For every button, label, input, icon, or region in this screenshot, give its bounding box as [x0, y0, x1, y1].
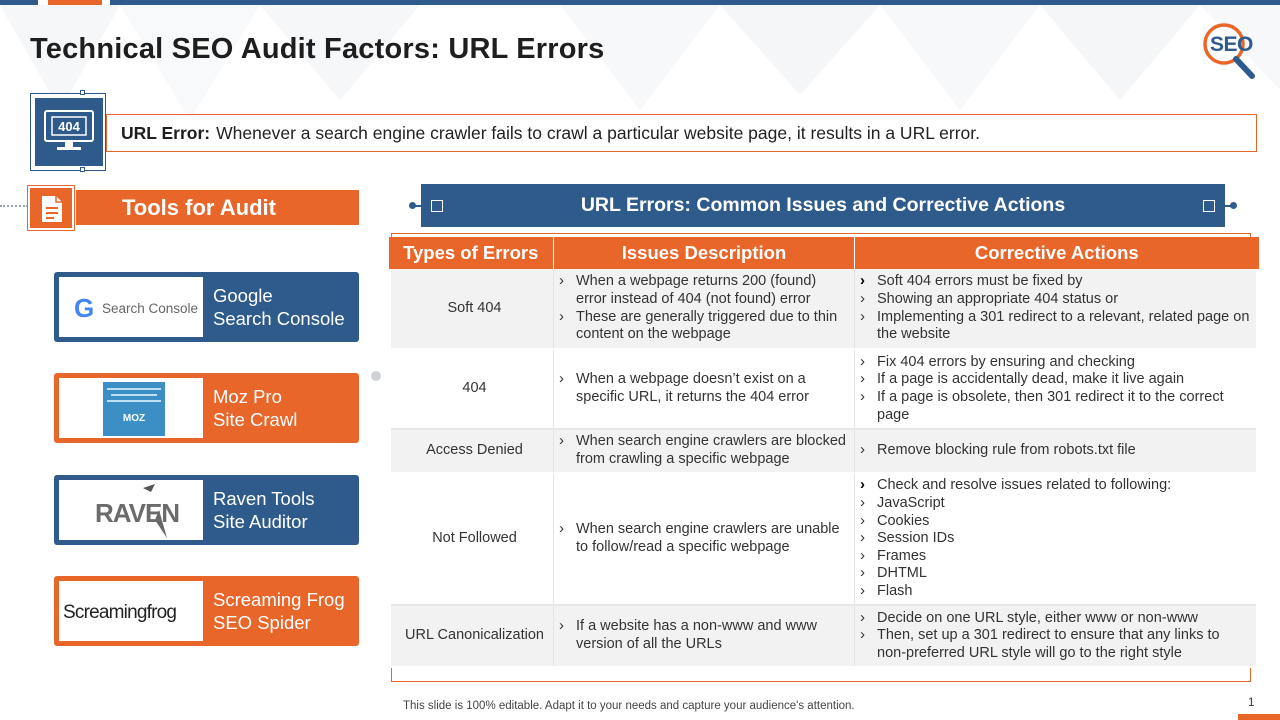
action-item: › If a page is accidentally dead, make it live again	[855, 371, 1256, 389]
table-row	[389, 349, 1259, 429]
tool-name-line2: SEO Spider	[213, 612, 311, 633]
issue-item: › When a webpage returns 200 (found) error instead of 404 (not found) error	[554, 273, 854, 308]
top-bar	[0, 0, 1280, 5]
table-banner	[421, 184, 1225, 227]
issue-item: › When a webpage doesn’t exist on a specific URL, it returns the 404 error	[554, 371, 854, 406]
banner-square-icon	[431, 200, 443, 212]
issue-item: › If a website has a non-www and www version of all the URLs	[554, 618, 854, 653]
tool-name-line2: Site Auditor	[213, 511, 308, 532]
url-errors-table	[386, 237, 1261, 668]
column-header: Corrective Actions	[855, 237, 1259, 269]
magnifier-icon	[1198, 20, 1270, 82]
tool-name	[213, 284, 345, 330]
divider-dot	[371, 371, 381, 381]
table-row	[389, 473, 1259, 605]
banner-dot	[1230, 202, 1237, 209]
table-row	[389, 429, 1259, 473]
seo-logo-text: SEO	[1210, 33, 1253, 56]
definition-text: Whenever a search engine crawler fails to crawl a particular website page, it results in a URL error.	[216, 122, 980, 143]
action-item: › Frames	[855, 548, 1256, 566]
tool-name-line2: Search Console	[213, 308, 345, 329]
top-bar-gap	[102, 0, 110, 5]
tool-name-line1: Moz Pro	[213, 386, 282, 407]
action-item: › Session IDs	[855, 530, 1256, 548]
action-item: › Remove blocking rule from robots.txt file	[855, 442, 1256, 460]
actions-cell	[855, 429, 1259, 473]
moz-logo-text: MOZ	[122, 413, 146, 424]
google-logo-text: Search Console	[102, 301, 199, 316]
frame-handle	[80, 167, 85, 172]
action-item: › Implementing a 301 redirect to a relevant, related page on the website	[855, 309, 1256, 344]
raven-logo-text: RAVEN	[95, 498, 180, 528]
error-type: Access Denied	[389, 429, 554, 473]
table-banner-title: URL Errors: Common Issues and Corrective Actions	[580, 194, 1066, 216]
action-item: › Decide on one URL style, either www or non-www	[855, 610, 1256, 628]
error-type: Not Followed	[389, 473, 554, 605]
issues-cell	[554, 269, 855, 349]
issue-item: › When search engine crawlers are blocked from crawling a specific webpage	[554, 433, 854, 468]
page-title: Technical SEO Audit Factors: URL Errors	[30, 33, 605, 65]
action-item: › Fix 404 errors by ensuring and checking	[855, 354, 1256, 372]
tool-name-line1: Google	[213, 285, 273, 306]
actions-cell	[855, 605, 1259, 667]
actions-cell	[855, 473, 1259, 605]
tool-name	[213, 588, 345, 634]
monitor-404-text: 404	[58, 119, 80, 134]
action-item: › Showing an appropriate 404 status or	[855, 291, 1256, 309]
action-item: › Soft 404 errors must be fixed by	[855, 273, 1256, 291]
error-type: Soft 404	[389, 269, 554, 349]
action-item: › JavaScript	[855, 495, 1256, 513]
tool-name	[213, 385, 297, 431]
footer-note: This slide is 100% editable. Adapt it to your needs and capture your audience's attention.	[403, 700, 855, 712]
tool-name-line1: Raven Tools	[213, 488, 315, 509]
moz-pro-logo	[59, 378, 203, 438]
action-item: › Check and resolve issues related to following:	[855, 477, 1256, 495]
banner-square-icon	[1203, 200, 1215, 212]
action-item: › Cookies	[855, 513, 1256, 531]
screaming-frog-logo-text: Screamingfrog	[63, 602, 177, 623]
definition-term: URL Error:	[121, 122, 211, 143]
monitor-404-icon	[35, 98, 103, 166]
google-search-console-logo	[59, 277, 203, 337]
document-tools-icon	[28, 186, 74, 230]
page-accent	[1238, 714, 1280, 720]
actions-cell	[855, 349, 1259, 429]
frame-handle	[80, 90, 85, 95]
definition-bar	[106, 114, 1257, 152]
issues-cell	[554, 605, 855, 667]
action-item: › Flash	[855, 583, 1256, 601]
tool-card-google-search-console[interactable]	[54, 272, 359, 342]
column-header: Types of Errors	[389, 237, 554, 269]
tool-name-line1: Screaming Frog	[213, 589, 345, 610]
tool-card-moz-pro[interactable]	[54, 373, 359, 443]
issues-cell	[554, 349, 855, 429]
column-header: Issues Description	[554, 237, 855, 269]
page-number: 1	[1248, 697, 1255, 709]
tool-card-raven-tools[interactable]	[54, 475, 359, 545]
tool-name	[213, 487, 314, 533]
action-item: › Then, set up a 301 redirect to ensure that any links to non-preferred URL style will go to the right style	[855, 627, 1256, 662]
issues-cell	[554, 473, 855, 605]
svg-text:G: G	[74, 293, 95, 323]
issues-cell	[554, 429, 855, 473]
tools-header: Tools for Audit	[76, 190, 359, 225]
error-type: 404	[389, 349, 554, 429]
table-row	[389, 605, 1259, 667]
actions-cell	[855, 269, 1259, 349]
action-item: › DHTML	[855, 565, 1256, 583]
tool-card-screaming-frog[interactable]	[54, 576, 359, 646]
issue-item: › When search engine crawlers are unable to follow/read a specific webpage	[554, 521, 854, 556]
table-row	[389, 269, 1259, 349]
error-type: URL Canonicalization	[389, 605, 554, 667]
action-item: › If a page is obsolete, then 301 redirect it to the correct page	[855, 389, 1256, 424]
raven-tools-logo	[59, 480, 203, 540]
screaming-frog-logo	[59, 581, 203, 641]
tool-name-line2: Site Crawl	[213, 409, 298, 430]
top-bar-accent	[48, 0, 102, 5]
top-bar-gap	[38, 0, 48, 5]
issue-item: › These are generally triggered due to thin content on the webpage	[554, 309, 854, 344]
tools-connector	[0, 205, 28, 207]
